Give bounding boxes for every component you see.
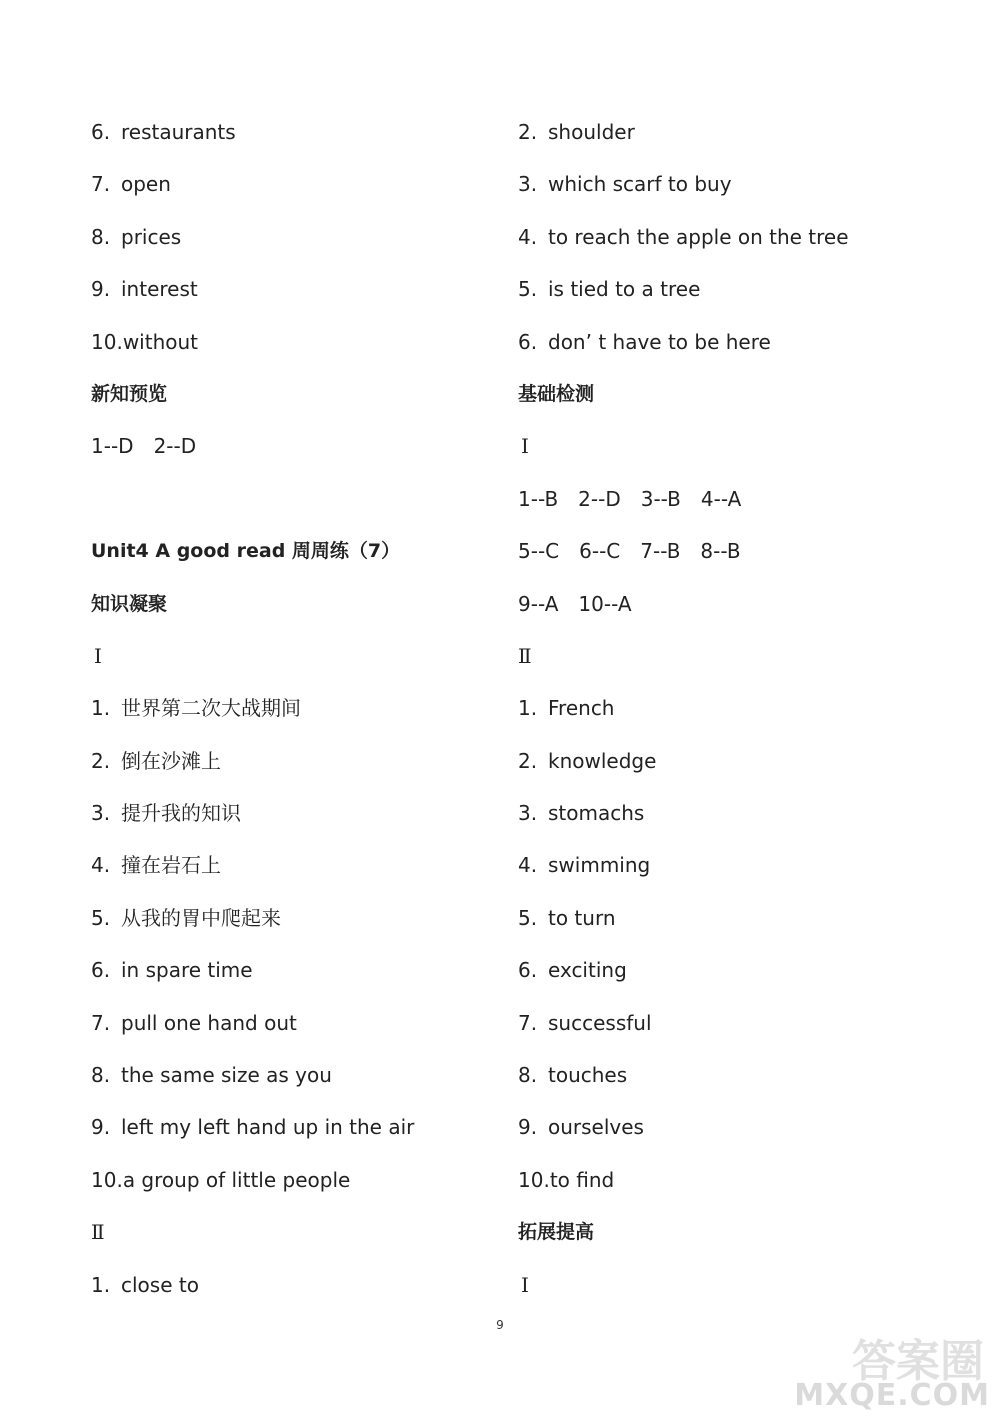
section-heading: 拓展提高 — [518, 1221, 595, 1244]
list-item — [518, 690, 918, 742]
answer-row — [518, 586, 918, 638]
answer-item: 2--D — [578, 486, 621, 511]
answer-item: 3--B — [640, 486, 681, 511]
answer-item: 4--A — [700, 486, 742, 511]
answer-row — [518, 481, 918, 533]
list-item — [91, 1162, 491, 1214]
list-item — [91, 271, 491, 323]
answer-item: 8--B — [700, 539, 741, 564]
section-heading: 基础检测 — [518, 382, 595, 405]
watermark-logo — [794, 1325, 992, 1415]
item-number: 5. — [91, 905, 111, 930]
item-text: the same size as you — [121, 1063, 332, 1088]
item-text: swimming — [548, 853, 651, 878]
list-item — [91, 219, 491, 271]
item-number: 7. — [91, 172, 111, 197]
item-number: 1. — [518, 696, 538, 721]
item-number: 6. — [518, 958, 538, 983]
answer-item: 6--C — [579, 539, 621, 564]
item-number: 6. — [91, 120, 111, 144]
answer-item: 1--B — [518, 486, 559, 511]
list-item — [518, 795, 918, 847]
section-heading: 新知预览 — [91, 382, 168, 405]
section-heading: 知识凝聚 — [91, 592, 168, 615]
item-number: 4. — [518, 853, 538, 878]
list-item — [518, 1005, 918, 1057]
item-text: in spare time — [121, 958, 253, 983]
part-numeral: Ⅰ — [521, 434, 529, 459]
item-number: 1. — [91, 696, 111, 721]
item-text: stomachs — [548, 801, 645, 826]
item-text: 撞在岩石上 — [121, 853, 221, 878]
item-number: 6. — [91, 958, 111, 983]
answer-item: 7--B — [640, 539, 681, 564]
item-text: open — [121, 172, 171, 197]
item-text: which scarf to buy — [548, 172, 732, 197]
list-item — [518, 324, 918, 376]
watermark-cn: 答案圈 — [852, 1336, 984, 1387]
item-text: 提升我的知识 — [121, 801, 241, 826]
item-text: exciting — [548, 958, 627, 983]
part-numeral: Ⅱ — [518, 643, 532, 668]
list-item — [91, 795, 491, 847]
item-number: 6. — [518, 329, 538, 354]
answer-item: 9--A — [518, 591, 559, 616]
part-numeral: Ⅰ — [94, 643, 102, 668]
item-number: 8. — [91, 1063, 111, 1088]
list-item — [91, 166, 491, 218]
section-heading: Unit4 A good read 周周练（7） — [91, 540, 401, 563]
list-item — [518, 847, 918, 899]
part-numeral: Ⅱ — [91, 1220, 105, 1245]
item-text: pull one hand out — [121, 1010, 297, 1035]
item-text: touches — [548, 1063, 628, 1088]
item-number: 8. — [518, 1063, 538, 1088]
item-number: 3. — [518, 172, 538, 197]
item-number: 9. — [91, 277, 111, 302]
list-item — [91, 1005, 491, 1057]
item-text: close to — [121, 1272, 199, 1297]
answer-item: 5--C — [518, 539, 560, 564]
item-number: 3. — [518, 801, 538, 826]
page-number: 9 — [496, 1318, 504, 1332]
item-text: a group of little people — [122, 1167, 351, 1192]
answer-row — [518, 533, 918, 585]
item-number: 10. — [518, 1167, 550, 1192]
item-number: 7. — [91, 1010, 111, 1035]
answer-item: 10--A — [578, 591, 632, 616]
answer-item: 1--D — [91, 434, 134, 459]
list-item — [91, 1267, 491, 1319]
list-item — [91, 900, 491, 952]
item-text: 世界第二次大战期间 — [121, 696, 301, 721]
item-text: 从我的胃中爬起来 — [121, 905, 281, 930]
list-item — [518, 1057, 918, 1109]
item-number: 1. — [91, 1272, 111, 1297]
list-item — [518, 114, 918, 166]
item-number: 5. — [518, 277, 538, 302]
item-number: 7. — [518, 1010, 538, 1035]
item-text: without — [122, 329, 198, 354]
item-number: 8. — [91, 224, 111, 249]
list-item — [91, 1109, 491, 1161]
item-number: 10. — [91, 1167, 123, 1192]
item-text: successful — [548, 1010, 652, 1035]
list-item — [91, 847, 491, 899]
list-item — [91, 952, 491, 1004]
list-item — [91, 690, 491, 742]
list-item — [518, 271, 918, 323]
item-text: ourselves — [548, 1115, 644, 1140]
item-text: to reach the apple on the tree — [548, 224, 849, 249]
list-item — [518, 952, 918, 1004]
part-numeral: Ⅰ — [521, 1272, 529, 1297]
item-number: 4. — [91, 853, 111, 878]
item-text: interest — [121, 277, 198, 302]
item-text: French — [548, 696, 615, 721]
item-number: 9. — [518, 1115, 538, 1140]
list-item — [518, 1162, 918, 1214]
item-text: left my left hand up in the air — [121, 1115, 415, 1140]
list-item — [518, 219, 918, 271]
item-text: don’ t have to be here — [548, 329, 771, 354]
list-item — [518, 1109, 918, 1161]
item-number: 9. — [91, 1115, 111, 1140]
item-text: is tied to a tree — [548, 277, 701, 302]
item-text: to turn — [548, 905, 616, 930]
item-text: restaurants — [121, 120, 236, 144]
left-column — [91, 114, 491, 1319]
list-item — [91, 743, 491, 795]
item-number: 2. — [518, 120, 538, 144]
answer-item: 2--D — [153, 434, 197, 459]
item-number: 10. — [91, 329, 123, 354]
item-text: shoulder — [548, 120, 635, 144]
list-item — [91, 324, 491, 376]
list-item — [518, 743, 918, 795]
item-number: 4. — [518, 224, 538, 249]
list-item — [518, 900, 918, 952]
item-number: 2. — [91, 748, 111, 773]
watermark-en: MXQE.COM — [794, 1378, 990, 1413]
answer-row — [91, 428, 491, 480]
item-text: 倒在沙滩上 — [121, 748, 221, 773]
item-number: 2. — [518, 748, 538, 773]
list-item — [518, 166, 918, 218]
item-number: 3. — [91, 801, 111, 826]
item-text: prices — [121, 224, 182, 249]
right-column — [518, 114, 918, 1319]
item-text: knowledge — [548, 748, 657, 773]
list-item — [91, 1057, 491, 1109]
item-number: 5. — [518, 905, 538, 930]
item-text: to find — [549, 1167, 615, 1192]
list-item — [91, 114, 491, 166]
blank-line — [91, 481, 491, 533]
